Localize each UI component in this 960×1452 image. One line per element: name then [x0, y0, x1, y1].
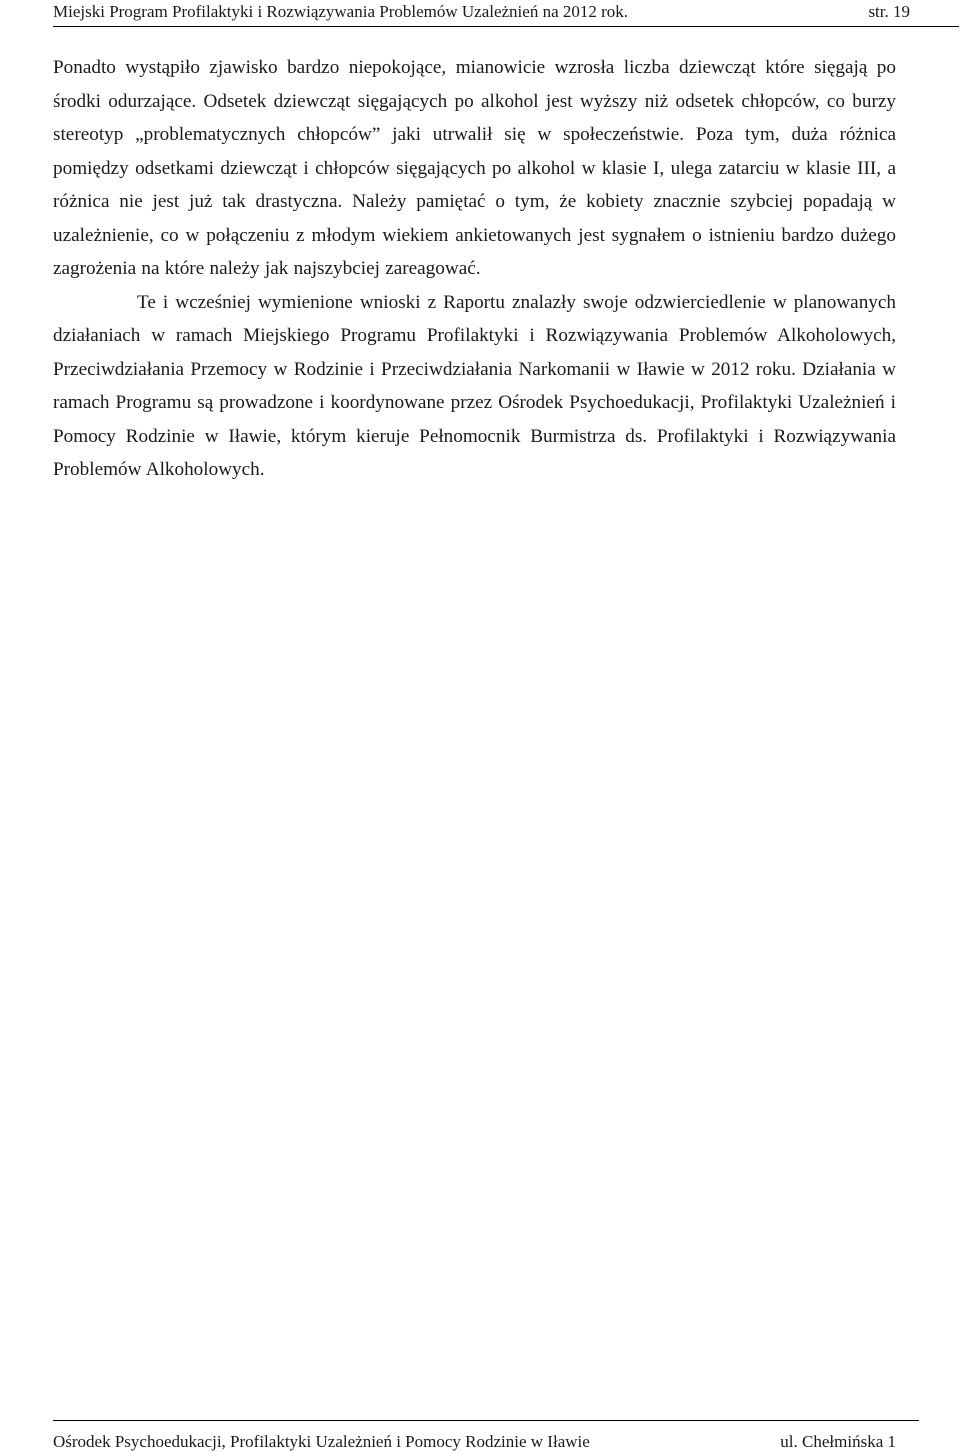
page-header — [53, 0, 910, 27]
paragraph: Te i wcześniej wymienione wnioski z Raportu znalazły swoje odzwierciedlenie w planowanych działaniach w ramach Miejskiego Programu Profilaktyki i Rozwiązywania Problemów Alkoholowych, Przeciwdziałania Przemocy w Rodzinie i Przeciwdziałania Narkomanii w Iławie w 2012 roku. Działania w ramach Programu są prowadzone i koordynowane przez Ośrodek Psychoedukacji, Profilaktyki Uzależnień i Pomocy Rodzinie w Iławie, którym kieruje Pełnomocnik Burmistrza ds. Profilaktyki i Rozwiązywania Problemów Alkoholowych. — [53, 291, 896, 480]
page-number: str. 19 — [868, 2, 910, 21]
footer-divider — [53, 1420, 919, 1421]
footer-organization: Ośrodek Psychoedukacji, Profilaktyki Uzależnień i Pomocy Rodzinie w Iławie — [53, 1432, 590, 1451]
header-divider — [53, 26, 959, 27]
body-text — [53, 51, 896, 487]
page-footer — [53, 1432, 896, 1452]
paragraph: Ponadto wystąpiło zjawisko bardzo niepokojące, mianowicie wzrosła liczba dziewcząt które sięgają po środki odurzające. Odsetek dziewcząt sięgających po alkohol jest wyższy niż odsetek chłopców, co burzy stereotyp „problematycznych chłopców” jaki utrwalił się w społeczeństwie. Poza tym, duża różnica pomiędzy odsetkami dziewcząt i chłopców sięgających po alkohol w klasie I, ulega zatarciu w klasie III, a różnica nie jest już tak drastyczna. Należy pamiętać o tym, że kobiety znacznie szybciej popadają w uzależnienie, co w połączeniu z młodym wiekiem ankietowanych jest sygnałem o istnieniu bardzo dużego zagrożenia na które należy jak najszybciej zareagować. — [53, 57, 896, 279]
footer-address: ul. Chełmińska 1 — [780, 1432, 896, 1451]
document-title: Miejski Program Profilaktyki i Rozwiązywania Problemów Uzależnień na 2012 rok. — [53, 2, 629, 21]
